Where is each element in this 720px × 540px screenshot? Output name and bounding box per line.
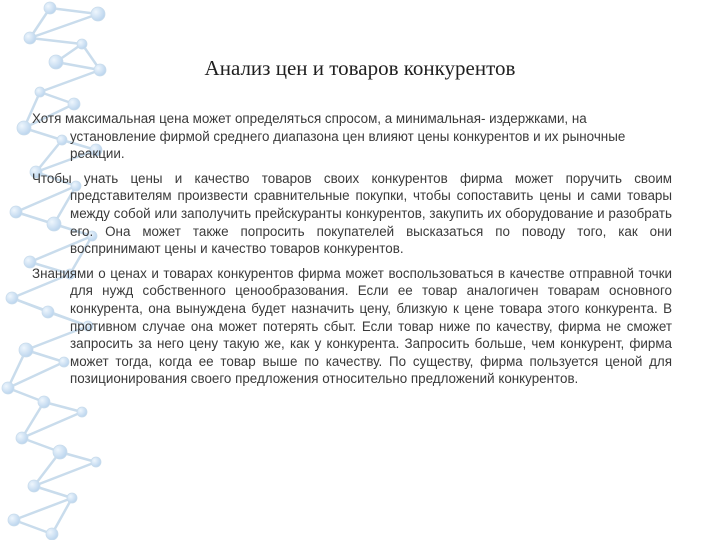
paragraph-1: Хотя максимальная цена может определяться спросом, а минимальная- издержками, на установление фирмой среднего диапазона цен влияют цены конкурентов и их рыночные реакции. (32, 111, 626, 162)
molecule-node (67, 493, 77, 503)
slide-title: Анализ цен и товаров конкурентов (204, 56, 516, 80)
paragraph-2: Чтобы унать цены и качество товаров своих конкурентов фирма может поручить своим представителям произвести сравнительные покупки, чтобы сопоставить цены и сами товары между собой или заполучить прейскуранты конкурентов, закупить их оборудование и разобрать его. Она может также попросить покупателей высказаться по поводу того, как они воспринимают цены и качество товаров конкурентов. (32, 170, 672, 257)
molecule-node (94, 64, 106, 76)
molecule-node (77, 407, 87, 417)
molecule-bond (14, 498, 72, 520)
molecule-node (46, 528, 58, 540)
molecule-node (53, 445, 67, 459)
molecule-node (6, 292, 18, 304)
molecule-node (44, 2, 56, 14)
molecule-node (38, 396, 50, 408)
molecule-node (19, 343, 33, 357)
molecule-node (77, 39, 87, 49)
molecule-node (68, 98, 80, 110)
paragraph-3: Знаниями о ценах и товарах конкурентов фирма может воспользоваться в качестве отправной точки для нужд собственного ценообразования. Если ее товар аналогичен товарам основного конкурента, она вынуждена будет назначить цену, близкую к цене товара этого конкурента. В противном случае она может потерять сбыт. Если товар ниже по качеству, фирма не сможет запросить за него цену такую же, как у конкурента. Запросить больше, чем конкурент, фирма может тогда, когда ее товар выше по качеству. По существу, фирма пользуется ценой для позиционирования своего предложения относительно предложений конкурентов. (32, 265, 672, 387)
molecule-bond (30, 38, 82, 44)
molecule-node (10, 206, 22, 218)
molecule-node (16, 432, 28, 444)
molecule-node (8, 514, 20, 526)
slide-body (32, 110, 672, 395)
molecule-node (49, 55, 63, 69)
molecule-node (2, 382, 14, 394)
molecule-node (28, 480, 40, 492)
molecule-node (24, 32, 36, 44)
molecule-node (91, 7, 105, 21)
molecule-bond (30, 14, 98, 38)
molecule-node (17, 121, 31, 135)
molecule-bond (40, 70, 100, 92)
molecule-node (91, 457, 101, 467)
molecule-node (35, 87, 45, 97)
